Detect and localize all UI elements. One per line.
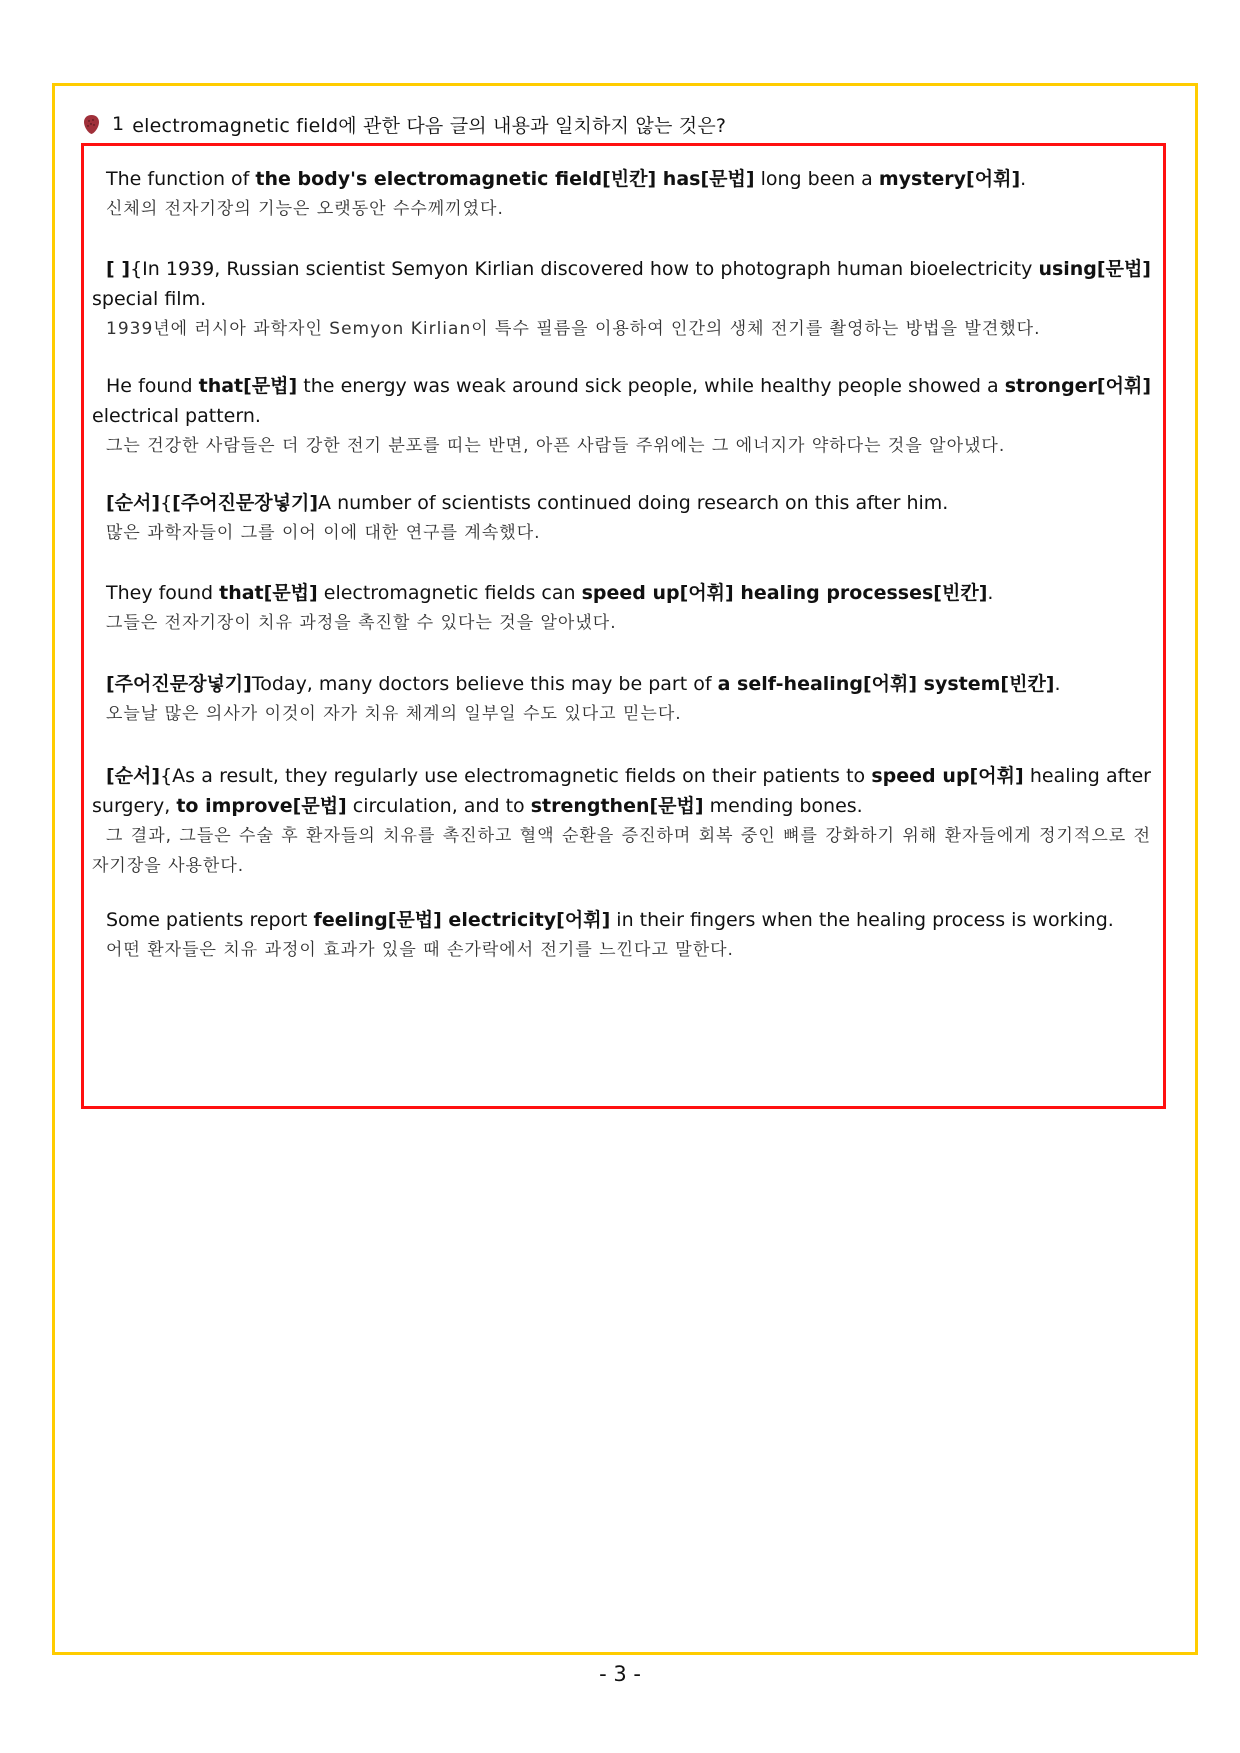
highlighted-term: to improve[문법] xyxy=(176,795,347,817)
highlighted-term: [주어진문장넣기] xyxy=(106,673,252,695)
passage-paragraph xyxy=(92,488,1151,548)
highlighted-term: [ ] xyxy=(106,258,131,280)
question-text: electromagnetic field에 관한 다음 글의 내용과 일치하지 않는 것은? xyxy=(132,114,727,137)
english-sentence xyxy=(92,669,1151,699)
korean-translation: 1939년에 러시아 과학자인 Semyon Kirlian이 특수 필름을 이용하여 인간의 생체 전기를 촬영하는 방법을 발견했다. xyxy=(106,319,1041,339)
highlighted-term: [순서] xyxy=(106,492,161,514)
korean-translation: 신체의 전자기장의 기능은 오랫동안 수수께끼였다. xyxy=(106,199,504,219)
korean-translation: 그는 건강한 사람들은 더 강한 전기 분포를 띠는 반면, 아픈 사람들 주위에는 그 에너지가 약하다는 것을 알아냈다. xyxy=(106,436,1006,456)
highlighted-term: stronger[어휘] xyxy=(1004,375,1152,397)
highlighted-term: speed up[어휘] xyxy=(871,765,1024,787)
korean-translation: 많은 과학자들이 그를 이어 이에 대한 연구를 계속했다. xyxy=(106,523,541,543)
highlighted-term: feeling[문법] electricity[어휘] xyxy=(313,909,611,931)
question-number: 1 xyxy=(112,113,125,135)
highlighted-term: the body's electromagnetic field[빈칸] has[문법] xyxy=(255,168,755,190)
passage-paragraph xyxy=(92,371,1151,461)
korean-translation: 어떤 환자들은 치유 과정이 효과가 있을 때 손가락에서 전기를 느낀다고 말한다. xyxy=(106,940,734,960)
sentence-text: circulation, and to xyxy=(346,795,531,817)
english-sentence xyxy=(92,578,1151,608)
highlighted-term: using[문법] xyxy=(1038,258,1151,280)
highlighted-term: a self-healing[어휘] system[빈칸] xyxy=(717,673,1055,695)
english-sentence xyxy=(92,164,1151,194)
passage-paragraph xyxy=(92,254,1151,344)
korean-translation: 오늘날 많은 의사가 이것이 자가 치유 체계의 일부일 수도 있다고 믿는다. xyxy=(106,704,682,724)
sentence-text: A number of scientists continued doing research on this after him. xyxy=(318,492,949,514)
question-header xyxy=(83,110,726,138)
sentence-text: . xyxy=(1020,168,1027,190)
sentence-text: . xyxy=(1054,673,1061,695)
sentence-text: The function of xyxy=(106,168,256,190)
sentence-text: long been a xyxy=(754,168,879,190)
sentence-text: electrical pattern. xyxy=(92,405,261,427)
passage-paragraph xyxy=(92,669,1151,729)
sentence-text: {As a result, they regularly use electromagnetic fields on their patients to xyxy=(160,765,872,787)
sentence-text: the energy was weak around sick people, while healthy people showed a xyxy=(297,375,1005,397)
highlighted-term: [주어진문장넣기] xyxy=(172,492,319,514)
sentence-text: They found xyxy=(106,582,220,604)
english-sentence xyxy=(92,254,1151,314)
sentence-text: {In 1939, Russian scientist Semyon Kirlian discovered how to photograph human bioelectricity xyxy=(130,258,1039,280)
highlighted-term: [순서] xyxy=(106,765,161,787)
sentence-text: He found xyxy=(106,375,199,397)
korean-translation: 그들은 전자기장이 치유 과정을 촉진할 수 있다는 것을 알아냈다. xyxy=(106,613,617,633)
sentence-text: in their fingers when the healing process is working. xyxy=(610,909,1114,931)
highlighted-term: mystery[어휘] xyxy=(878,168,1021,190)
highlighted-term: that[문법] xyxy=(219,582,318,604)
highlighted-term: that[문법] xyxy=(198,375,298,397)
passage-paragraph xyxy=(92,164,1151,224)
passage-paragraph xyxy=(92,761,1151,881)
highlighted-term: strengthen[문법] xyxy=(530,795,704,817)
english-sentence xyxy=(92,905,1151,935)
sentence-text: { xyxy=(160,492,173,514)
sentence-text: healing after surgery, xyxy=(92,765,1151,817)
highlighted-term: speed up[어휘] healing processes[빈칸] xyxy=(581,582,988,604)
passage-paragraph xyxy=(92,905,1151,965)
sentence-text: electromagnetic fields can xyxy=(317,582,582,604)
sentence-text: Some patients report xyxy=(106,909,314,931)
sentence-text: special film. xyxy=(92,288,207,310)
english-sentence xyxy=(92,371,1151,431)
passage-paragraph xyxy=(92,578,1151,638)
english-sentence xyxy=(92,761,1151,821)
korean-translation: 그 결과, 그들은 수술 후 환자들의 치유를 촉진하고 혈액 순환을 증진하며 회복 중인 뼈를 강화하기 위해 환자들에게 정기적으로 전자기장을 사용한다. xyxy=(92,826,1151,876)
page-number: - 3 - xyxy=(599,1662,641,1686)
sentence-text: Today, many doctors believe this may be part of xyxy=(251,673,718,695)
english-sentence xyxy=(92,488,1151,518)
sentence-text: . xyxy=(987,582,994,604)
sentence-text: mending bones. xyxy=(703,795,863,817)
strawberry-icon xyxy=(83,114,100,135)
